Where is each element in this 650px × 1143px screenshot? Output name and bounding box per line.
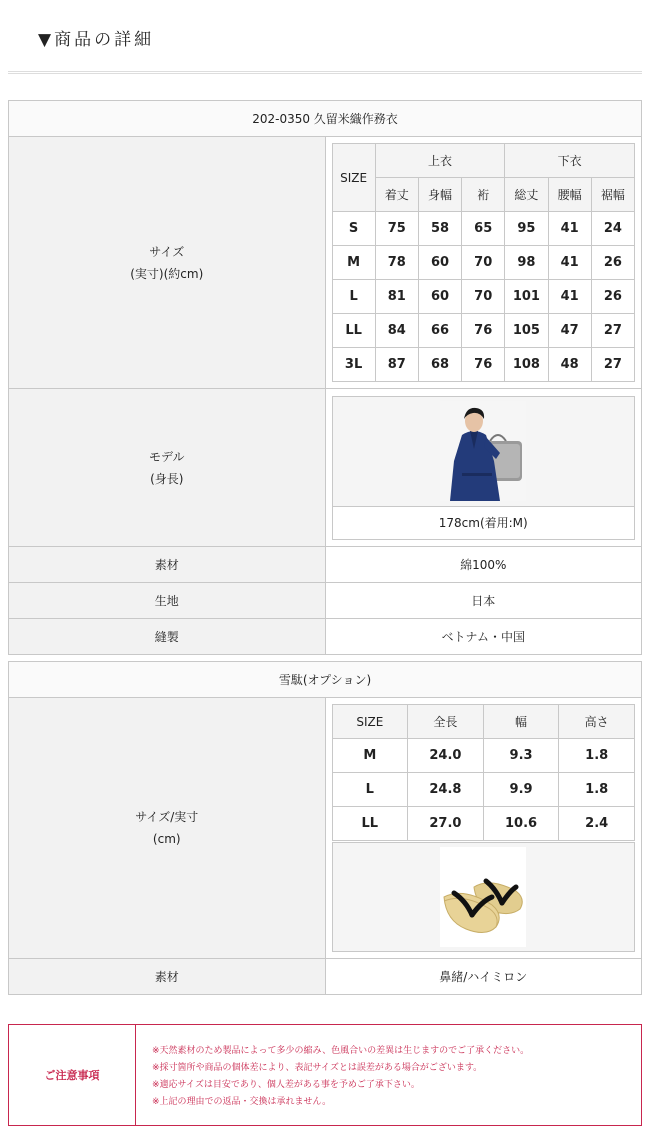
geta-size-label-line1: サイズ/実寸	[135, 810, 199, 824]
table-row	[332, 348, 635, 382]
column-header: 総丈	[505, 178, 548, 212]
value-cell: 65	[462, 212, 505, 246]
table-row	[332, 807, 635, 841]
value-cell: 98	[505, 246, 548, 280]
sewing-label: 縫製	[9, 619, 326, 655]
product-size-table	[332, 143, 636, 382]
value-cell: 26	[591, 246, 634, 280]
value-cell: 76	[462, 348, 505, 382]
size-cell: M	[332, 739, 408, 773]
value-cell: 70	[462, 246, 505, 280]
material-label: 素材	[9, 547, 326, 583]
size-label	[9, 137, 326, 389]
value-cell: 27.0	[408, 807, 484, 841]
value-cell: 24.0	[408, 739, 484, 773]
column-header: 高さ	[559, 705, 635, 739]
product-spec-table	[8, 100, 642, 655]
value-cell: 1.8	[559, 739, 635, 773]
table-row	[332, 212, 635, 246]
table-row	[332, 773, 635, 807]
table-row	[332, 280, 635, 314]
header-divider	[8, 71, 642, 74]
column-header: 裄	[462, 178, 505, 212]
notice-list	[136, 1025, 529, 1125]
value-cell: 60	[418, 280, 461, 314]
value-cell: 2.4	[559, 807, 635, 841]
notice-item: ※天然素材のため製品によって多少の縮み、色風合いの差異は生じますのでご了承ください。	[152, 1046, 530, 1056]
model-label-line2: (身長)	[150, 471, 184, 486]
value-cell: 41	[548, 280, 591, 314]
value-cell: 26	[591, 280, 634, 314]
value-cell: 48	[548, 348, 591, 382]
value-cell: 78	[375, 246, 418, 280]
geta-spec-table	[8, 661, 642, 995]
value-cell: 66	[418, 314, 461, 348]
value-cell: 41	[548, 212, 591, 246]
fabric-value: 日本	[325, 583, 642, 619]
value-cell: 68	[418, 348, 461, 382]
size-cell: 3L	[332, 348, 375, 382]
value-cell: 84	[375, 314, 418, 348]
notice-item: ※適応サイズは目安であり、個人差がある事を予めご了承下さい。	[152, 1080, 420, 1090]
size-cell: S	[332, 212, 375, 246]
column-header: 着丈	[375, 178, 418, 212]
value-cell: 95	[505, 212, 548, 246]
value-cell: 101	[505, 280, 548, 314]
value-cell: 1.8	[559, 773, 635, 807]
model-photo-frame	[332, 396, 636, 507]
column-header: 腰幅	[548, 178, 591, 212]
geta-material-value: 鼻緒/ハイミロン	[325, 959, 642, 995]
value-cell: 24	[591, 212, 634, 246]
model-cell	[325, 389, 642, 547]
notice-item: ※採寸箇所や商品の個体差により、表記サイズとは誤差がある場合がございます。	[152, 1063, 483, 1073]
value-cell: 75	[375, 212, 418, 246]
model-label-line1: モデル	[149, 449, 185, 464]
value-cell: 108	[505, 348, 548, 382]
bottom-garment-header: 下衣	[505, 144, 635, 178]
size-cell: L	[332, 773, 408, 807]
model-label	[9, 389, 326, 547]
size-cell: LL	[332, 807, 408, 841]
size-label-line2: (実寸)(約cm)	[130, 266, 204, 281]
size-cell: LL	[332, 314, 375, 348]
top-garment-header: 上衣	[375, 144, 505, 178]
geta-size-label	[9, 698, 326, 959]
geta-name: 雪駄(オプション)	[9, 662, 642, 698]
column-header: 身幅	[418, 178, 461, 212]
model-photo	[440, 401, 526, 501]
value-cell: 60	[418, 246, 461, 280]
table-row	[332, 739, 635, 773]
size-label-line1: サイズ	[149, 244, 185, 259]
size-cell: M	[332, 246, 375, 280]
value-cell: 27	[591, 348, 634, 382]
value-cell: 9.3	[483, 739, 559, 773]
value-cell: 24.8	[408, 773, 484, 807]
page-title: ▼商品の詳細	[38, 30, 155, 50]
column-header: 全長	[408, 705, 484, 739]
geta-size-table	[332, 704, 636, 841]
table-row	[332, 314, 635, 348]
size-column-header: SIZE	[332, 144, 375, 212]
value-cell: 76	[462, 314, 505, 348]
value-cell: 9.9	[483, 773, 559, 807]
notice-box	[8, 1024, 642, 1126]
value-cell: 87	[375, 348, 418, 382]
geta-photo-frame	[332, 842, 636, 952]
geta-size-label-line2: (cm)	[152, 832, 181, 846]
value-cell: 70	[462, 280, 505, 314]
value-cell: 10.6	[483, 807, 559, 841]
value-cell: 105	[505, 314, 548, 348]
value-cell: 27	[591, 314, 634, 348]
size-cell: L	[332, 280, 375, 314]
value-cell: 41	[548, 246, 591, 280]
column-header: SIZE	[332, 705, 408, 739]
column-header: 裾幅	[591, 178, 634, 212]
value-cell: 81	[375, 280, 418, 314]
notice-item: ※上記の理由での返品・交換は承れません。	[152, 1097, 332, 1107]
value-cell: 58	[418, 212, 461, 246]
notice-label: ご注意事項	[9, 1025, 136, 1125]
product-name: 202-0350 久留米織作務衣	[9, 101, 642, 137]
geta-material-label: 素材	[9, 959, 326, 995]
column-header: 幅	[483, 705, 559, 739]
fabric-label: 生地	[9, 583, 326, 619]
value-cell: 47	[548, 314, 591, 348]
model-caption: 178cm(着用:M)	[332, 507, 636, 540]
geta-sandal-photo	[440, 847, 526, 947]
material-value: 綿100%	[325, 547, 642, 583]
geta-size-cell	[325, 698, 642, 959]
sewing-value: ベトナム・中国	[325, 619, 642, 655]
size-table-cell	[325, 137, 642, 389]
table-row	[332, 246, 635, 280]
